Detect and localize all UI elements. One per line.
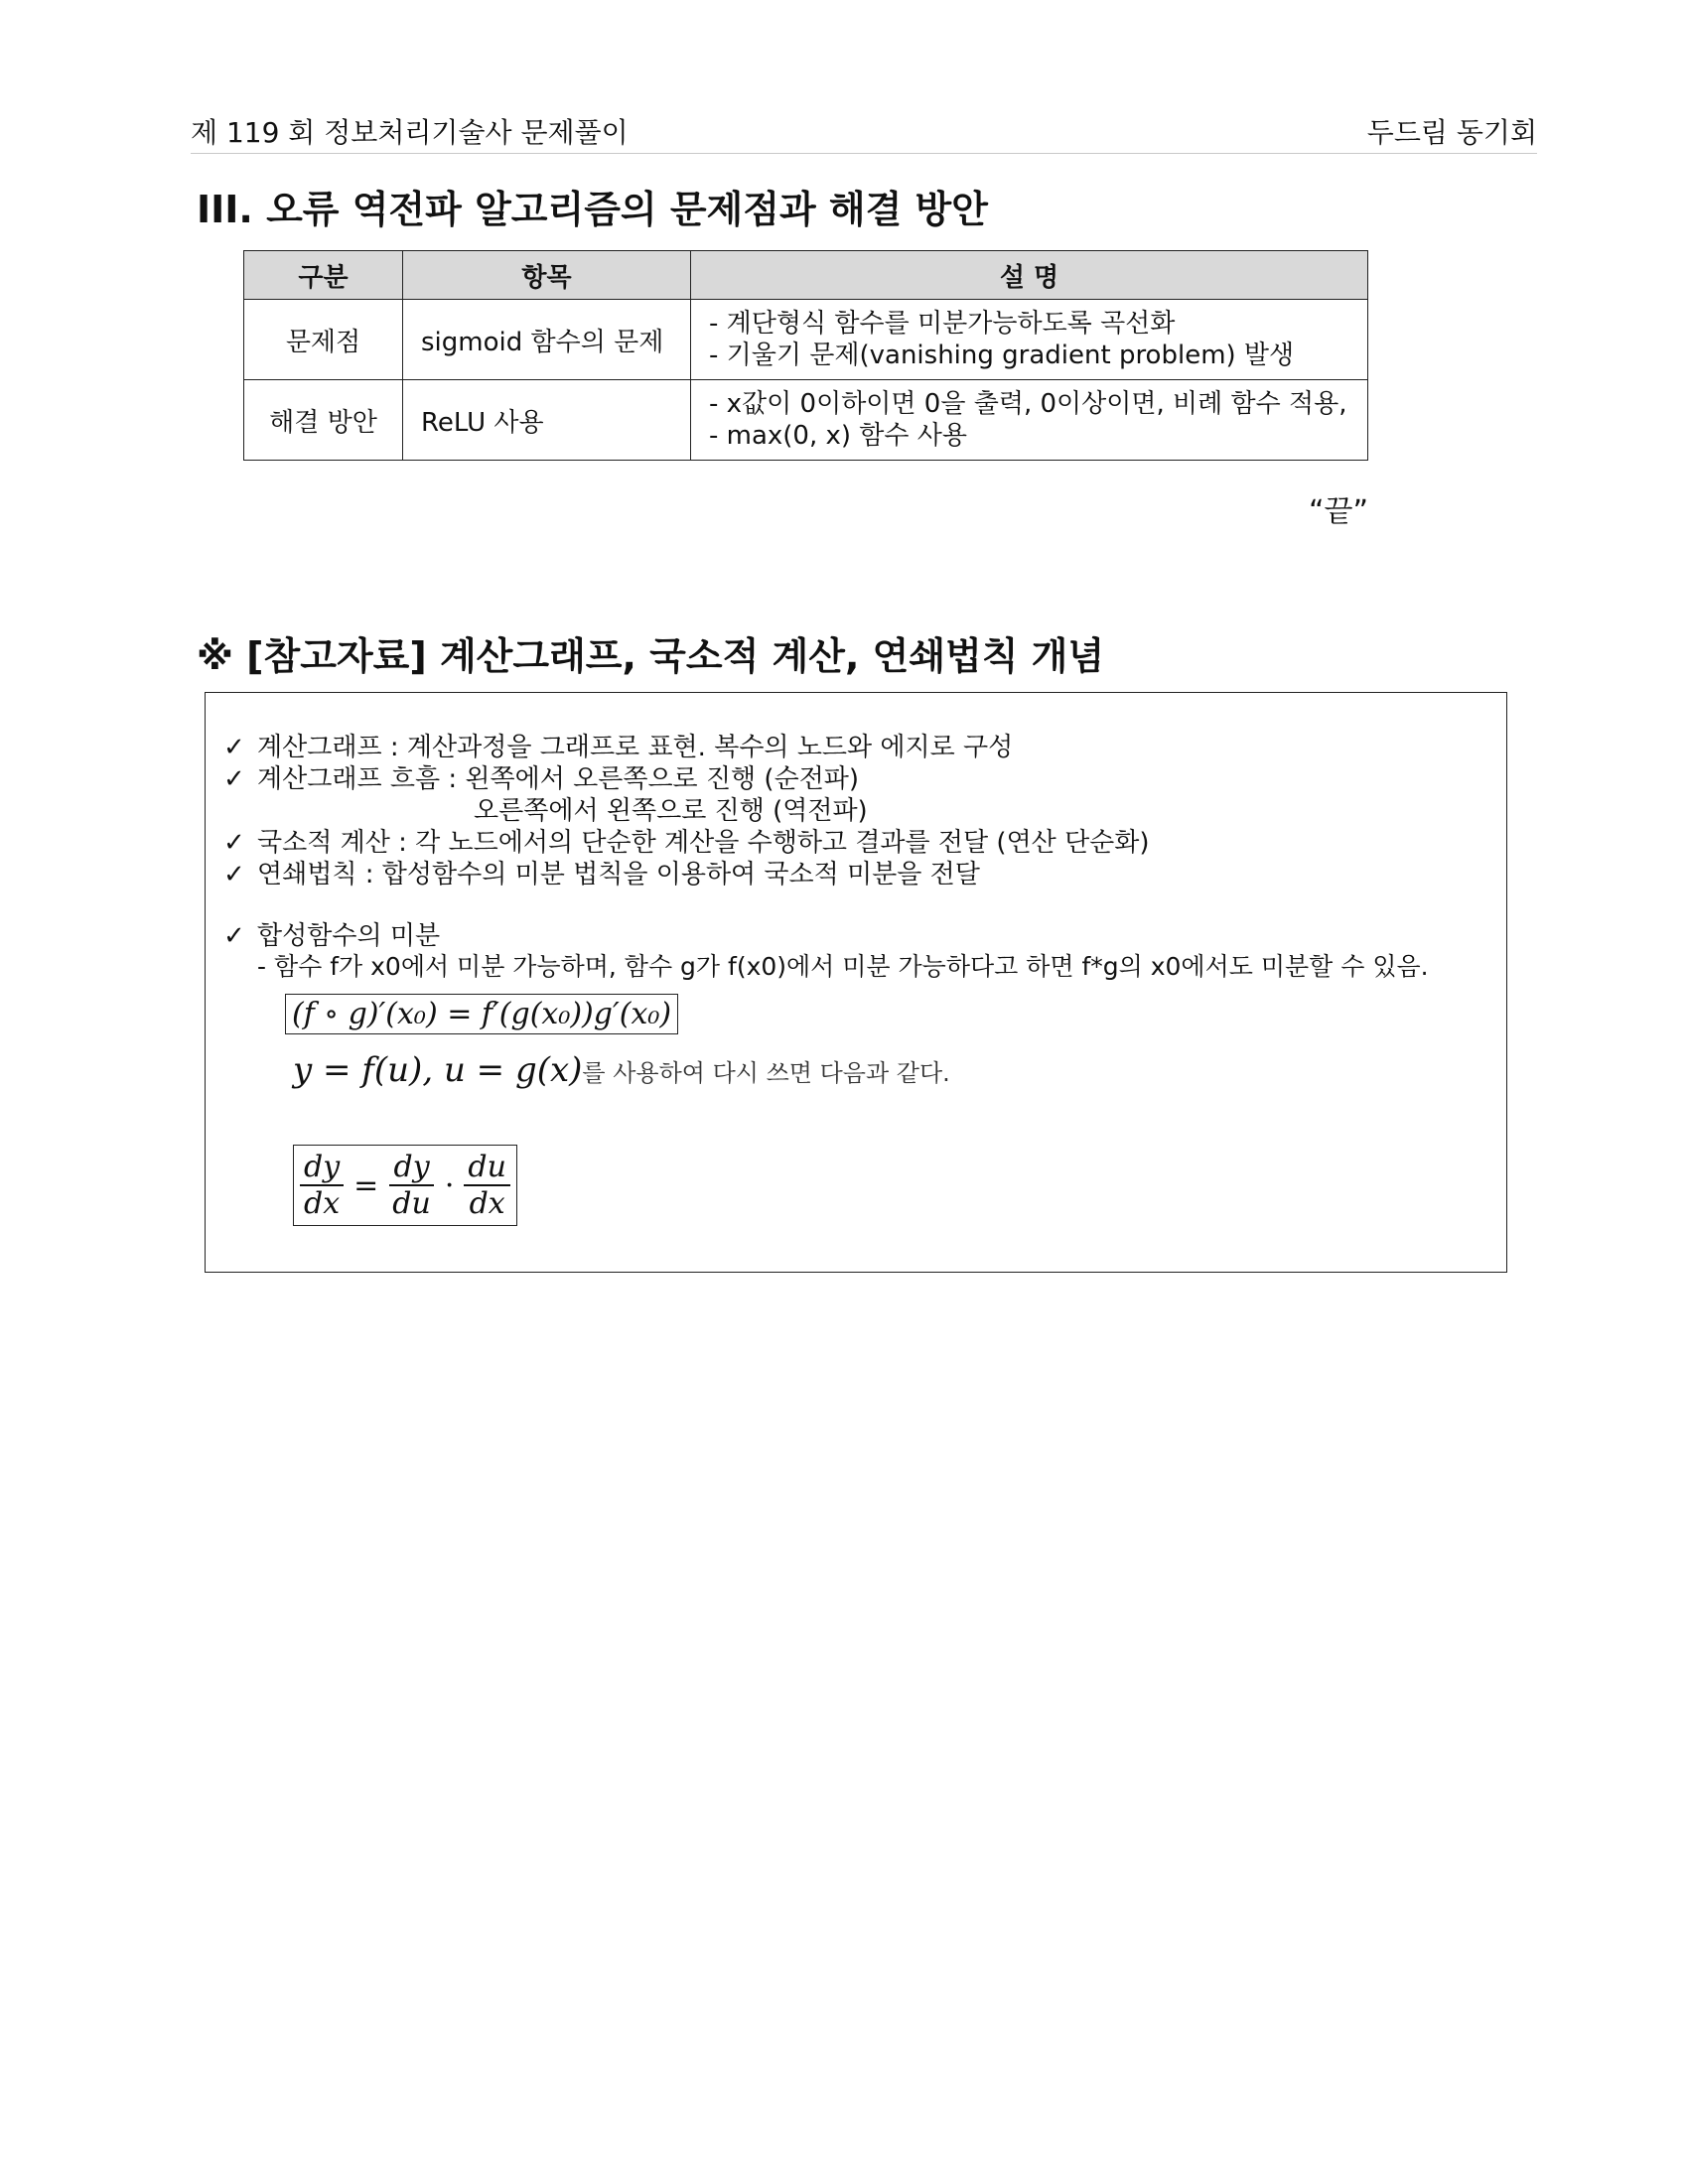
table-row xyxy=(244,300,1368,380)
table-header-cell: 구분 xyxy=(244,251,403,300)
chain-rule-formula xyxy=(285,997,678,1031)
table-cell-description xyxy=(691,380,1368,461)
formula-substitution: y = f(u), u = g(x) xyxy=(293,1050,583,1090)
header-group-name: 두드림 동기회 xyxy=(1366,116,1537,149)
table-header-cell: 설 명 xyxy=(691,251,1368,300)
formula-composite: (f ∘ g)′(x₀) = f′(g(x₀))g′(x₀) xyxy=(285,994,678,1034)
reference-line xyxy=(223,854,980,890)
description-line: - 계단형식 함수를 미분가능하도록 곡선화 xyxy=(709,309,1176,339)
fraction-numerator: dy xyxy=(389,1150,433,1186)
reference-line xyxy=(257,947,1429,983)
reference-text: 국소적 계산 : 각 노드에서의 단순한 계산을 수행하고 결과를 전달 (연산 단순화) xyxy=(257,828,1150,858)
table-cell-item: sigmoid 함수의 문제 xyxy=(403,300,691,380)
table-cell-item: ReLU 사용 xyxy=(403,380,691,461)
description-line: - x값이 0이하이면 0을 출력, 0이상이면, 비례 함수 적용, xyxy=(709,389,1347,419)
table-cell-category: 문제점 xyxy=(244,300,403,380)
checkmark-icon: ✓ xyxy=(223,860,245,889)
fraction xyxy=(388,1150,435,1221)
checkmark-icon: ✓ xyxy=(223,828,245,858)
fraction xyxy=(464,1150,510,1221)
description-line: - max(0, x) 함수 사용 xyxy=(709,421,968,451)
reference-text: 오른쪽에서 왼쪽으로 진행 (역전파) xyxy=(474,796,868,826)
formula-leibniz-box xyxy=(293,1145,517,1226)
header-exam-title: 제 119 회 정보처리기술사 문제풀이 xyxy=(191,116,629,149)
equals-sign: = xyxy=(353,1167,379,1203)
table-cell-category: 해결 방안 xyxy=(244,380,403,461)
checkmark-icon: ✓ xyxy=(223,733,245,762)
reference-text: 계산그래프 흐흠 : 왼쪽에서 오른쪽으로 진행 (순전파) xyxy=(257,764,860,794)
reference-title: ※ [참고자료] 계산그래프, 국소적 계산, 연쇄법칙 개념 xyxy=(197,634,1105,678)
fraction-numerator: dy xyxy=(300,1150,344,1186)
fraction xyxy=(300,1150,344,1221)
table-row xyxy=(244,380,1368,461)
fraction-numerator: du xyxy=(464,1150,510,1186)
leibniz-formula xyxy=(293,1145,517,1226)
table-header-cell: 항목 xyxy=(403,251,691,300)
fraction-denominator: du xyxy=(392,1186,431,1221)
summary-table xyxy=(243,250,1368,461)
reference-box xyxy=(205,692,1507,1273)
reference-text: 계산그래프 : 계산과정을 그래프로 표현. 복수의 노드와 에지로 구성 xyxy=(257,733,1014,762)
table-cell-description xyxy=(691,300,1368,380)
substitution-formula xyxy=(293,1050,950,1090)
table-header-row xyxy=(244,251,1368,300)
section-title: III. 오류 역전파 알고리즘의 문제점과 해결 방안 xyxy=(197,188,988,231)
formula-note: 를 사용하여 다시 쓰면 다음과 같다. xyxy=(582,1059,950,1087)
reference-text: 합성함수의 미분 xyxy=(257,921,441,951)
dot-operator: · xyxy=(444,1167,455,1203)
fraction-denominator: dx xyxy=(469,1186,505,1221)
checkmark-icon: ✓ xyxy=(223,921,245,951)
description-line: - 기울기 문제(vanishing gradient problem) 발생 xyxy=(709,341,1295,370)
reference-text: 연쇄법칙 : 합성함수의 미분 법칙을 이용하여 국소적 미분을 전달 xyxy=(257,860,980,889)
reference-text: - 함수 f가 x0에서 미분 가능하며, 함수 g가 f(x0)에서 미분 가능하다고 하면 f*g의 x0에서도 미분할 수 있음. xyxy=(257,952,1429,981)
end-mark: “끝” xyxy=(1309,494,1369,529)
page-header xyxy=(191,109,1537,154)
checkmark-icon: ✓ xyxy=(223,764,245,794)
fraction-denominator: dx xyxy=(304,1186,341,1221)
